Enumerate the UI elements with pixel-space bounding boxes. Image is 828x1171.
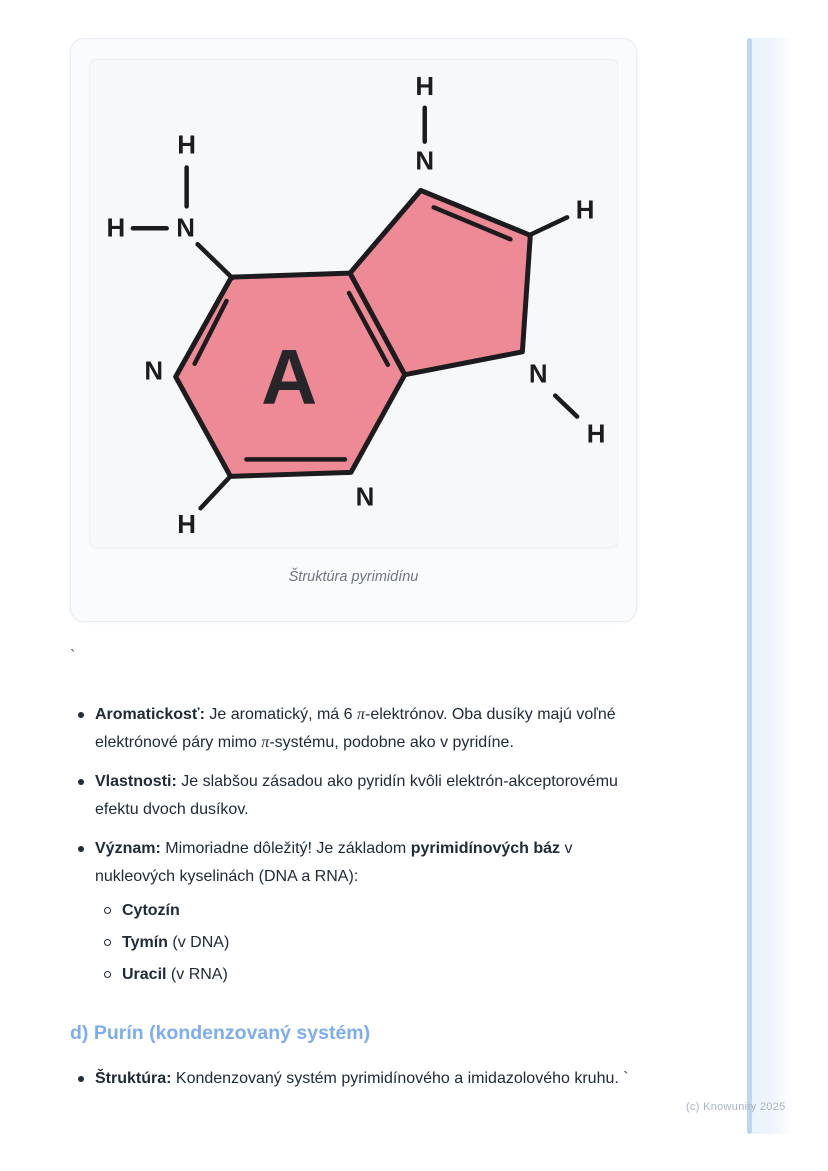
atom-label-amino-h-top: H: [177, 131, 196, 160]
adenine-structure-svg: [90, 60, 617, 547]
atom-label-imidazole-h-right: H: [575, 196, 595, 225]
atom-label-imidazole-n-bottom: N: [528, 360, 548, 389]
copyright-footer: (c) Knowunity 2025: [686, 1101, 786, 1113]
ring-letter-a: A: [261, 334, 318, 421]
sub-bullet-bold: Tymín: [122, 934, 168, 951]
notes-content: [70, 701, 642, 1104]
figure-card: [70, 38, 637, 622]
bullet-text: Je slabšou zásadou ako pyridín kvôli elektrón-akceptorovému efektu dvoch dusíkov.: [95, 773, 618, 818]
atom-label-ring-n-bottom: N: [355, 483, 375, 512]
bullet-label: Vlastnosti:: [95, 773, 177, 790]
pi-symbol: π: [261, 734, 270, 751]
sub-bullet-rest: (v DNA): [167, 934, 230, 951]
bullet-label: Štruktúra:: [95, 1070, 172, 1087]
figure-caption: Štruktúra pyrimidínu: [288, 569, 419, 585]
sub-bullet-bold: Cytozín: [122, 902, 180, 919]
list-item-vyznam: [95, 835, 642, 989]
bullet-label: Aromatickosť:: [95, 706, 205, 723]
sub-list-item-tymin: [122, 929, 642, 957]
sub-list-item-cytozin: [122, 897, 642, 925]
atom-label-amino-h-left: H: [106, 214, 126, 243]
bullet-text: -elektrónov. Oba dusíky majú voľné elektrónové páry mimo: [95, 706, 616, 751]
bullet-text: Kondenzovaný systém pyrimidínového a imidazolového kruhu. `: [171, 1070, 629, 1087]
list-item-vlastnosti: [95, 768, 642, 824]
bullet-text: Mimoriadne dôležitý! Je základom: [160, 840, 411, 857]
atom-label-h-bottom-left: H: [177, 511, 196, 540]
bullet-text: -systému, podobne ako v pyridíne.: [269, 734, 514, 751]
scrollbar-thumb[interactable]: [747, 38, 752, 1134]
bullet-list: [70, 701, 642, 989]
bond-amino-to-ring: [198, 244, 233, 278]
list-item-aromatickost: [95, 701, 642, 757]
atom-label-imidazole-n-top: N: [415, 147, 435, 176]
bond-imidazole-n-h-bottom: [555, 396, 577, 417]
atom-label-ring-n-left: N: [144, 357, 164, 386]
bond-imidazole-h-right: [531, 217, 567, 234]
sub-bullet-bold: Uracil: [122, 966, 167, 983]
bond-h-bottom-left: [201, 477, 230, 508]
molecule-figure: [90, 60, 617, 547]
bullet-list-purin: [70, 1065, 642, 1093]
bullet-bold-inline: pyrimidínových báz: [410, 840, 561, 857]
section-heading-purin: d) Purín (kondenzovaný systém): [70, 1022, 371, 1044]
atom-label-imidazole-h-bottom: H: [586, 420, 606, 449]
bullet-label: Význam:: [95, 840, 161, 857]
list-item-struktura: [95, 1065, 642, 1093]
atom-label-amino-n: N: [176, 214, 195, 243]
scrollbar-track: [752, 38, 791, 1134]
sub-list-item-uracil: [122, 961, 642, 989]
sub-bullet-rest: (v RNA): [166, 966, 228, 983]
bullet-text: Je aromatický, má 6: [204, 706, 357, 723]
atom-label-imidazole-h-top: H: [415, 72, 435, 101]
bullet-text: v nukleových kyselinách (DNA a RNA):: [95, 840, 573, 885]
pi-symbol: π: [356, 706, 365, 723]
sub-bullet-list: [95, 897, 642, 989]
stray-backtick: `: [70, 648, 76, 665]
